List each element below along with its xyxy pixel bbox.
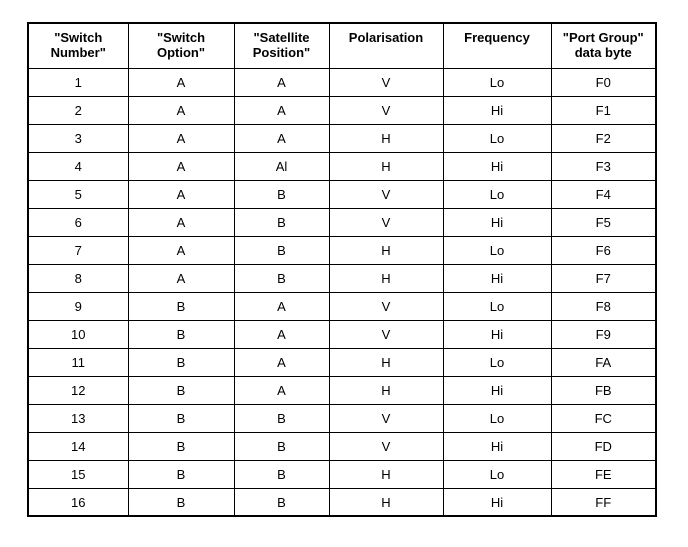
cell-port-group-data-byte: F4 [551, 180, 656, 208]
switch-port-group-table [27, 22, 657, 517]
table-row [28, 460, 656, 488]
cell-polarisation: V [329, 292, 443, 320]
cell-satellite-position: Al [234, 152, 329, 180]
cell-switch-number: 15 [28, 460, 128, 488]
header-text-line: Number" [50, 45, 106, 60]
cell-switch-option: B [128, 460, 234, 488]
cell-switch-number: 8 [28, 264, 128, 292]
cell-switch-number: 7 [28, 236, 128, 264]
cell-switch-number: 4 [28, 152, 128, 180]
cell-switch-option: A [128, 236, 234, 264]
cell-switch-number: 10 [28, 320, 128, 348]
cell-frequency: Hi [443, 152, 551, 180]
cell-switch-number: 1 [28, 68, 128, 96]
cell-switch-option: A [128, 180, 234, 208]
table-row [28, 264, 656, 292]
cell-frequency: Lo [443, 180, 551, 208]
cell-polarisation: H [329, 152, 443, 180]
cell-polarisation: V [329, 208, 443, 236]
cell-switch-option: A [128, 208, 234, 236]
cell-switch-number: 14 [28, 432, 128, 460]
cell-polarisation: H [329, 348, 443, 376]
header-frequency [443, 23, 551, 68]
table-row [28, 180, 656, 208]
cell-frequency: Hi [443, 96, 551, 124]
cell-port-group-data-byte: F6 [551, 236, 656, 264]
header-text-line: Position" [252, 45, 311, 60]
cell-port-group-data-byte: FC [551, 404, 656, 432]
table-row [28, 432, 656, 460]
cell-switch-number: 12 [28, 376, 128, 404]
cell-polarisation: H [329, 124, 443, 152]
cell-satellite-position: A [234, 292, 329, 320]
header-text-line: "Switch [54, 30, 103, 45]
header-text-line: "Switch [156, 30, 206, 45]
cell-satellite-position: B [234, 264, 329, 292]
cell-switch-option: B [128, 320, 234, 348]
cell-polarisation: V [329, 96, 443, 124]
header-port-group-data-byte [551, 23, 656, 68]
cell-switch-option: A [128, 96, 234, 124]
cell-port-group-data-byte: F9 [551, 320, 656, 348]
cell-frequency: Hi [443, 432, 551, 460]
cell-frequency: Hi [443, 320, 551, 348]
cell-port-group-data-byte: FD [551, 432, 656, 460]
header-text-line: data byte [574, 45, 632, 60]
cell-port-group-data-byte: FA [551, 348, 656, 376]
header-satellite-position [234, 23, 329, 68]
table-row [28, 124, 656, 152]
switch-table-container [27, 22, 655, 517]
cell-satellite-position: A [234, 96, 329, 124]
table-row [28, 320, 656, 348]
table-body [28, 68, 656, 516]
cell-switch-option: B [128, 292, 234, 320]
cell-frequency: Hi [443, 208, 551, 236]
table-row [28, 348, 656, 376]
cell-switch-option: B [128, 376, 234, 404]
cell-port-group-data-byte: FE [551, 460, 656, 488]
cell-switch-number: 2 [28, 96, 128, 124]
table-row [28, 96, 656, 124]
cell-switch-option: B [128, 348, 234, 376]
cell-frequency: Lo [443, 404, 551, 432]
header-switch-number [28, 23, 128, 68]
cell-frequency: Lo [443, 236, 551, 264]
cell-polarisation: V [329, 404, 443, 432]
cell-satellite-position: A [234, 320, 329, 348]
cell-port-group-data-byte: FF [551, 488, 656, 516]
cell-frequency: Lo [443, 68, 551, 96]
cell-switch-option: A [128, 124, 234, 152]
cell-switch-number: 11 [28, 348, 128, 376]
table-row [28, 404, 656, 432]
cell-switch-number: 6 [28, 208, 128, 236]
cell-satellite-position: A [234, 124, 329, 152]
cell-port-group-data-byte: F8 [551, 292, 656, 320]
cell-polarisation: H [329, 236, 443, 264]
header-switch-option [128, 23, 234, 68]
cell-polarisation: V [329, 180, 443, 208]
cell-port-group-data-byte: F7 [551, 264, 656, 292]
cell-satellite-position: A [234, 348, 329, 376]
cell-port-group-data-byte: F5 [551, 208, 656, 236]
cell-polarisation: H [329, 460, 443, 488]
cell-satellite-position: A [234, 376, 329, 404]
cell-port-group-data-byte: F0 [551, 68, 656, 96]
cell-switch-option: B [128, 432, 234, 460]
header-text-line: Frequency [464, 30, 530, 45]
cell-polarisation: H [329, 488, 443, 516]
header-text-line: "Port Group" [562, 30, 644, 45]
cell-frequency: Lo [443, 348, 551, 376]
cell-switch-number: 5 [28, 180, 128, 208]
cell-polarisation: V [329, 68, 443, 96]
header-text-line: Polarisation [348, 30, 424, 45]
cell-frequency: Lo [443, 124, 551, 152]
cell-switch-number: 13 [28, 404, 128, 432]
cell-satellite-position: B [234, 236, 329, 264]
cell-port-group-data-byte: F1 [551, 96, 656, 124]
cell-switch-option: A [128, 68, 234, 96]
cell-satellite-position: A [234, 68, 329, 96]
cell-switch-option: A [128, 264, 234, 292]
cell-frequency: Hi [443, 488, 551, 516]
table-row [28, 236, 656, 264]
cell-frequency: Hi [443, 376, 551, 404]
cell-port-group-data-byte: F2 [551, 124, 656, 152]
cell-switch-number: 9 [28, 292, 128, 320]
table-row [28, 376, 656, 404]
header-text-line: Option" [156, 45, 206, 60]
cell-polarisation: H [329, 376, 443, 404]
cell-port-group-data-byte: F3 [551, 152, 656, 180]
table-row [28, 152, 656, 180]
cell-satellite-position: B [234, 180, 329, 208]
cell-satellite-position: B [234, 208, 329, 236]
cell-satellite-position: B [234, 488, 329, 516]
header-text-line: "Satellite [253, 30, 310, 45]
table-row [28, 208, 656, 236]
cell-switch-option: A [128, 152, 234, 180]
cell-polarisation: H [329, 264, 443, 292]
cell-frequency: Lo [443, 292, 551, 320]
cell-satellite-position: B [234, 404, 329, 432]
table-row [28, 292, 656, 320]
cell-frequency: Hi [443, 264, 551, 292]
cell-polarisation: V [329, 320, 443, 348]
cell-port-group-data-byte: FB [551, 376, 656, 404]
table-row [28, 68, 656, 96]
cell-satellite-position: B [234, 432, 329, 460]
cell-switch-option: B [128, 404, 234, 432]
cell-satellite-position: B [234, 460, 329, 488]
cell-switch-number: 16 [28, 488, 128, 516]
table-header [28, 23, 656, 68]
cell-frequency: Lo [443, 460, 551, 488]
header-polarisation [329, 23, 443, 68]
cell-switch-number: 3 [28, 124, 128, 152]
header-row [28, 23, 656, 68]
cell-polarisation: V [329, 432, 443, 460]
table-row [28, 488, 656, 516]
cell-switch-option: B [128, 488, 234, 516]
